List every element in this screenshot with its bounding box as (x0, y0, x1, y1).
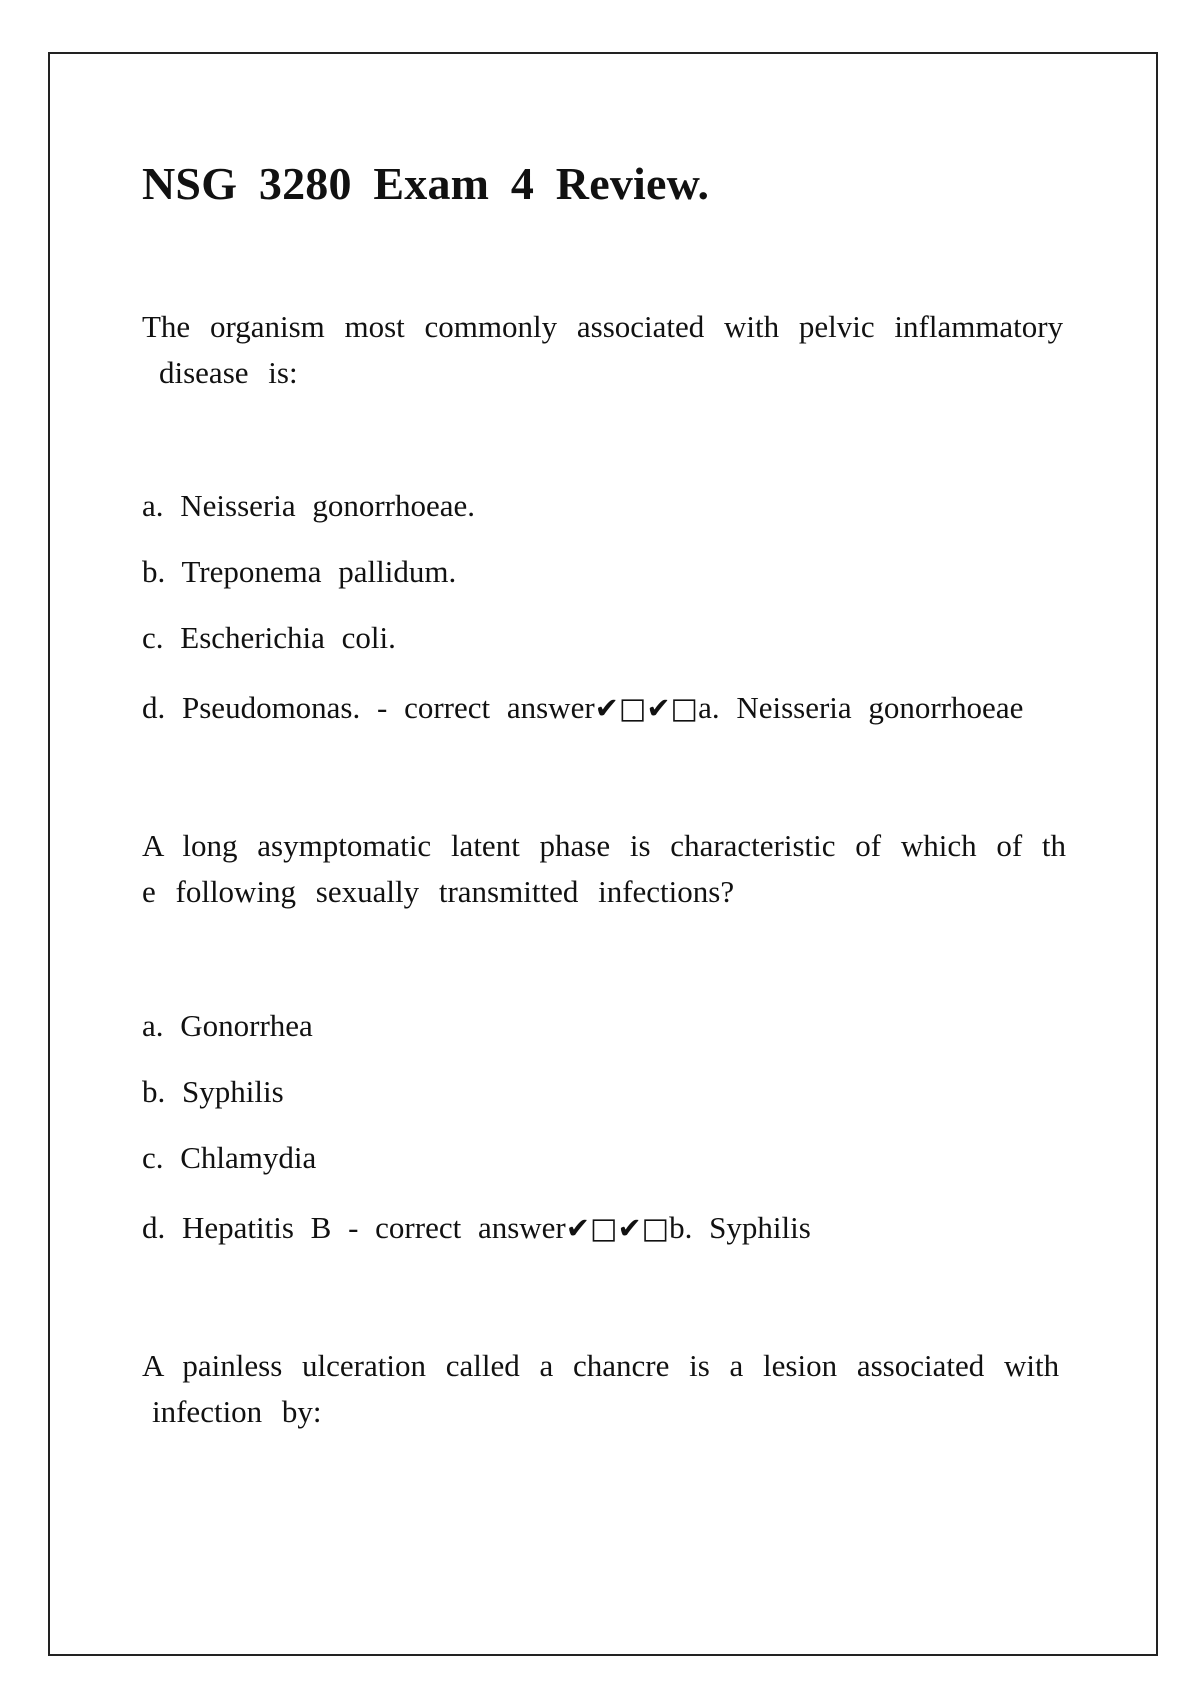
question-3-stem (142, 1343, 1062, 1435)
question-1-option-a: a. Neisseria gonorrhoeae. (142, 488, 476, 523)
question-1-stem (142, 304, 1062, 396)
question-1-option-b: b. Treponema pallidum. (142, 554, 457, 589)
check-mark-icon: ✔□✔□ (565, 1211, 670, 1245)
question-1-stem-line-2: disease is: (159, 355, 298, 390)
question-2-stem-line-1: A long asymptomatic latent phase is characteristic of which of th (142, 828, 1067, 863)
question-1-option-d (142, 688, 1023, 728)
question-2-option-d (142, 1208, 811, 1248)
question-1-option-d-text: d. Pseudomonas. - correct answer (142, 690, 595, 725)
question-2-option-a: a. Gonorrhea (142, 1008, 313, 1043)
check-mark-icon: ✔□✔□ (594, 691, 699, 725)
question-2-answer: b. Syphilis (669, 1210, 811, 1245)
question-1-stem-line-1: The organism most commonly associated with pelvic inflammatory (142, 309, 1064, 344)
document-title: NSG 3280 Exam 4 Review. (142, 158, 710, 209)
question-1-answer: a. Neisseria gonorrhoeae (698, 690, 1024, 725)
question-2-option-d-text: d. Hepatitis B - correct answer (142, 1210, 566, 1245)
question-2-option-b: b. Syphilis (142, 1074, 284, 1109)
question-3-stem-line-2: infection by: (152, 1394, 322, 1429)
question-2-stem (142, 823, 1067, 915)
question-2-stem-line-2: e following sexually transmitted infections? (142, 874, 735, 909)
question-2-option-c: c. Chlamydia (142, 1140, 317, 1175)
question-1-option-c: c. Escherichia coli. (142, 620, 396, 655)
question-3-stem-line-1: A painless ulceration called a chancre is a lesion associated with (142, 1348, 1060, 1383)
